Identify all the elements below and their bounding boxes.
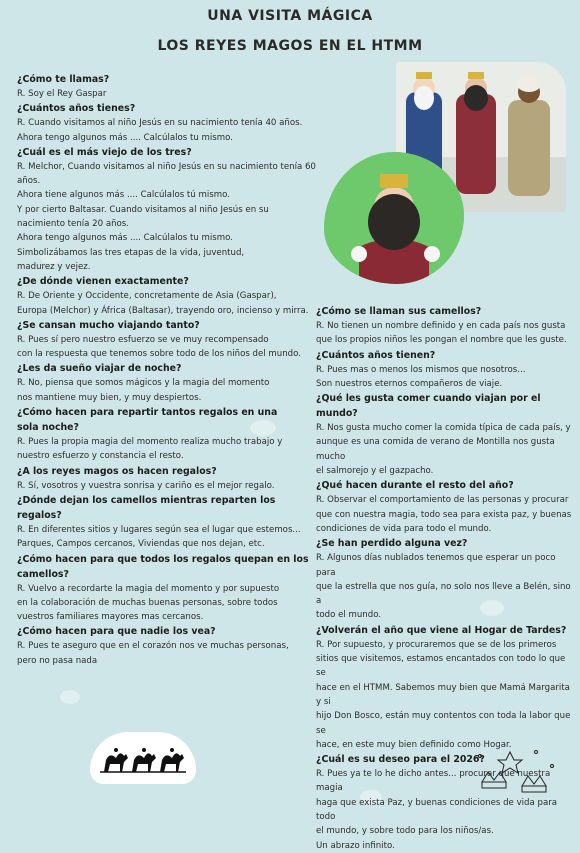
answer-line: que los propios niños les pongan el nombre que les guste. [316,335,567,346]
answer-line: Ahora tengo algunos más .... Calcúlalos tu mismo. [17,132,233,143]
answer-line: hijo Don Bosco, están muy contentos con toda la labor que se [316,711,571,736]
answer-line: R. Observar el comportamiento de las personas y procurar [316,495,569,506]
answer-line: vuestros familiares mayores mas cercanos. [17,612,204,623]
question: ¿Qué hacen durante el resto del año? [316,480,514,492]
answer-line: hace en el HTMM. Sabemos muy bien que Mamá Margarita y si [316,682,570,707]
king-gaspar-photo [324,152,464,284]
question: ¿Volverán el año que viene al Hogar de Tardes? [316,624,567,636]
question-continuation: camellos? [17,568,69,580]
answer-line: R. Pues mas o menos los mismos que nosotros... [316,364,526,375]
answer-line: Europa (Melchor) y África (Baltasar), trayendo oro, incienso y mirra. [17,305,309,316]
question: ¿Se han perdido alguna vez? [316,538,468,550]
qa-block [316,304,572,348]
question: ¿Qué les gusta comer cuando viajan por el mundo? [316,393,541,420]
answer-line: el salmorejo y el gazpacho. [316,466,434,477]
qa-block [17,552,317,625]
question: ¿Cómo se llaman sus camellos? [316,306,482,317]
qa-block [17,72,317,101]
answer-line: que la estrella que nos guía, no solo nos lleve a Belén, sino a [316,581,571,607]
answer-line: con la respuesta que tenemos sobre todo de los niños del mundo. [17,349,301,360]
answer-line: R. De Oriente y Occidente, concretamente de Asia (Gaspar), [17,291,277,302]
answer-line: R. Pues la propia magia del momento realiza mucho trabajo y [17,437,283,448]
answer-line: R. Melchor, Cuando visitamos al niño Jesús en su nacimiento tenía 60 años. [17,161,316,187]
answer-line: Son nuestros eternos compañeros de viaje. [316,378,503,389]
crowns-and-star-doodle [470,742,560,802]
answer-line: R. Nos gusta mucho comer la comida típica de cada país, y [316,423,571,434]
answer-line: Parques, Campos cercanos, Viviendas que nos dejan, etc. [17,539,265,550]
answer-line: Un abrazo infinito. [316,840,395,851]
qa-block [17,624,317,668]
answer-line: R. Pues sí pero nuestro esfuerzo se ve muy recompensado [17,334,269,345]
question: ¿Cuál es el más viejo de los tres? [17,146,192,158]
question-continuation: sola noche? [17,422,79,434]
answer-line: R. Por supuesto, y procuraremos que se de los primeros [316,639,557,650]
qa-block [316,536,572,622]
answer-line: nuestro esfuerzo y constancia el resto. [17,451,184,462]
question: ¿Cómo hacen para que todos los regalos quepan en los [17,553,309,565]
answer-line: el mundo, y sobre todo para los niños/as. [316,826,494,837]
question: ¿De dónde vienen exactamente? [17,276,189,288]
answer-line: Ahora tengo algunos más .... Calcúlalos tu mismo. [17,233,233,244]
answer-line: R. Algunos días nublados tenemos que esperar un poco para [316,553,556,578]
answer-line: Ahora tiene algunos más .... Calcúlalos tú mismo. [17,190,230,201]
question: ¿Cuántos años tienen? [316,349,436,361]
answer-line: haga que exista Paz, y buenas condiciones de vida para todo [316,797,558,823]
qa-block [316,623,572,752]
qa-block [17,101,317,145]
answer-line: R. No tienen un nombre definido y en cada país nos gusta [316,321,566,331]
king-gaspar-illustration [324,152,464,284]
question: ¿Les da sueño viajar de noche? [17,363,182,375]
question-continuation: regalos? [17,509,62,521]
camels-icon [90,732,196,784]
qa-block [17,318,317,362]
answer-line: en la colaboración de muchas buenas personas, sobre todos [17,597,278,608]
qa-block [17,361,317,405]
title-line-1: UNA VISITA MÁGICA [207,8,373,24]
answer-line: R. No, piensa que somos mágicos y la magia del momento [17,378,270,389]
answer-line: R. En diferentes sitios y lugares según sea el lugar que estemos... [17,524,301,535]
answer-line: nacimiento tenía 20 años. [17,219,130,230]
answer-line: todo el mundo. [316,610,382,621]
question: ¿Se cansan mucho viajando tanto? [17,319,200,331]
qa-block [316,478,572,536]
answer-line: R. Soy el Rey Gaspar [17,89,107,99]
star-icon [470,742,560,802]
qa-block [316,391,572,478]
question: ¿Cómo te llamas? [17,74,110,85]
answer-line: hace, en este muy bien definido como Hogar. [316,739,512,750]
qa-block [17,464,317,493]
answer-line: sitios que visitemos, estamos encantados con todo lo que se [316,654,566,679]
answer-line: R. Sí, vosotros y vuestra sonrisa y cariño es el mejor regalo. [17,480,275,491]
answer-line: madurez y vejez. [17,261,91,272]
question: ¿Cómo hacen para repartir tantos regalos en una [17,407,278,419]
qa-block [17,145,317,274]
answer-line: que con nuestra magia, todo sea para exista paz, y buenas [316,509,572,520]
answer-line: Y por cierto Baltasar. Cuando visitamos al niño Jesús en su [17,204,269,215]
answer-line: R. Vuelvo a recordarte la magia del momento y por supuesto [17,583,280,594]
camels-silhouette-badge [90,732,196,784]
qa-block [17,493,317,552]
qa-block [17,405,317,464]
answer-line: pero no pasa nada [17,655,98,666]
question: ¿Dónde dejan los camellos mientras reparten los [17,494,276,506]
answer-line: R. Pues te aseguro que en el corazón nos ve muchas personas, [17,641,289,652]
question: ¿A los reyes magos os hacen regalos? [17,465,217,477]
qa-block [316,348,572,392]
question: ¿Cuál es su deseo para el 2026? [316,754,485,766]
answer-line: aunque es una comida de verano de Montilla nos gusta mucho [316,437,555,462]
answer-line: R. Cuando visitamos al niño Jesús en su nacimiento tenía 40 años. [17,118,303,129]
answer-line: R. Pues ya te lo he dicho antes... procurar que nuestra magia [316,769,551,794]
left-interview-column [17,72,317,668]
answer-line: condiciones de vida para todo el mundo. [316,523,492,534]
question: ¿Cómo hacen para que nadie los vea? [17,626,216,638]
qa-block [17,274,317,318]
answer-line: nos mantiene muy bien, y muy despiertos. [17,392,202,403]
background-spot [60,690,80,704]
answer-line: Simbolizábamos las tres etapas de la vida, juventud, [17,247,245,258]
question: ¿Cuántos años tienes? [17,103,136,115]
title-line-2: LOS REYES MAGOS EN EL HTMM [157,38,423,54]
